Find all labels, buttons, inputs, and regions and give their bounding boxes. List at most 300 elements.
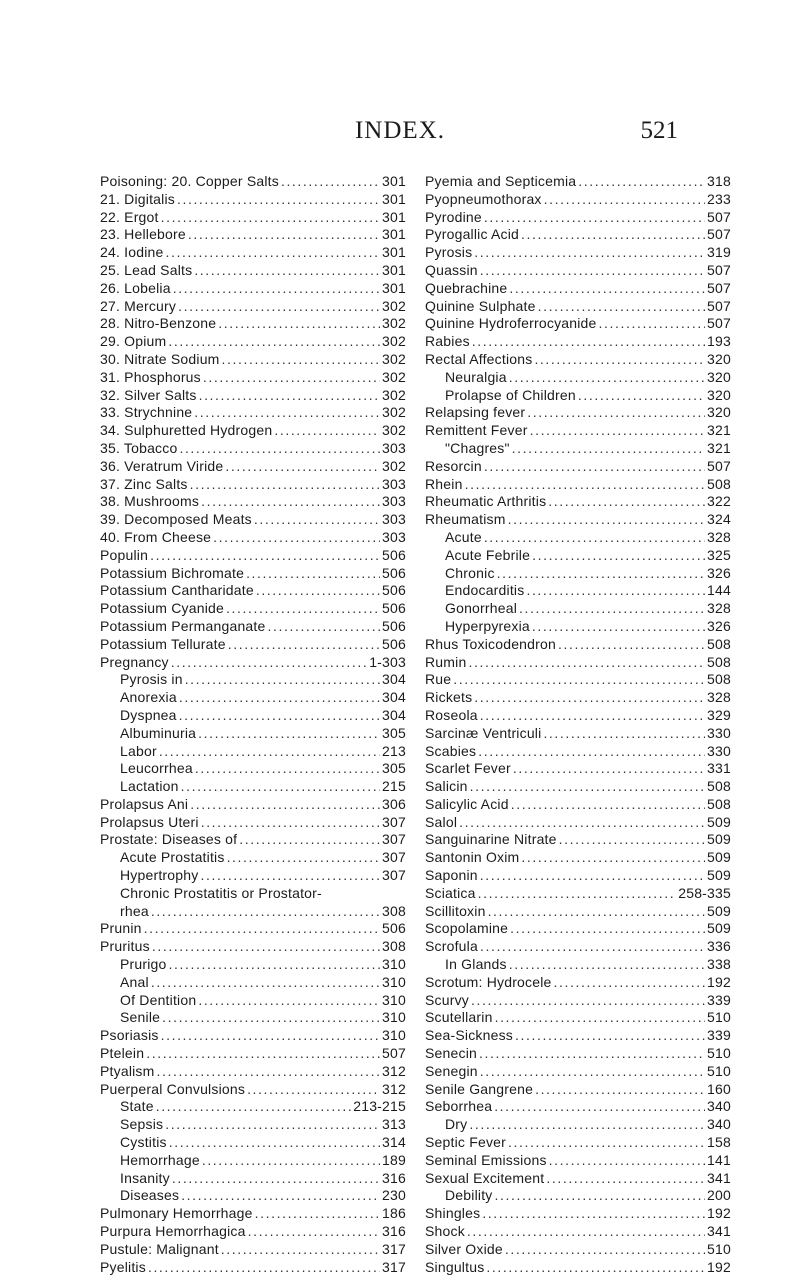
- entry-term: Acute Prostatitis: [120, 849, 225, 866]
- entry-page-number: 509: [707, 813, 731, 830]
- entry-term: Potassium Permanganate: [100, 617, 266, 634]
- index-entry: [100, 654, 406, 672]
- entry-page-number: 303: [382, 528, 406, 545]
- entry-page-number: 189: [382, 1151, 406, 1168]
- entry-page-number: 303: [382, 511, 406, 528]
- entry-term: 34. Sulphuretted Hydrogen: [100, 422, 273, 439]
- dot-leader: [150, 547, 380, 565]
- dot-leader: [512, 440, 705, 458]
- entry-term: Scrofula: [425, 938, 478, 955]
- dot-leader: [495, 1009, 705, 1027]
- entry-page-number: 506: [382, 617, 406, 634]
- index-entry: [100, 707, 406, 725]
- entry-term: Sciatica: [425, 884, 476, 901]
- dot-leader: [177, 191, 380, 209]
- index-entry: [100, 476, 406, 494]
- dot-leader: [599, 315, 706, 333]
- dot-leader: [181, 1187, 380, 1205]
- entry-term: Prurigo: [120, 956, 167, 973]
- dot-leader: [548, 493, 705, 511]
- entry-term: Cystitis: [120, 1134, 167, 1151]
- entry-term: Scutellarin: [425, 1009, 493, 1026]
- index-entry: [425, 333, 731, 351]
- entry-term: Insanity: [120, 1169, 170, 1186]
- entry-page-number: 307: [382, 831, 406, 848]
- entry-term: 39. Decomposed Meats: [100, 511, 252, 528]
- dot-leader: [535, 1081, 705, 1099]
- entry-page-number: 141: [707, 1151, 731, 1168]
- entry-page-number: 507: [382, 1045, 406, 1062]
- dot-leader: [225, 458, 380, 476]
- entry-term: Prunin: [100, 920, 142, 937]
- entry-term: Rhein: [425, 475, 463, 492]
- entry-term: Potassium Cyanide: [100, 600, 225, 617]
- entry-page-number: 186: [382, 1205, 406, 1222]
- entry-page-number: 308: [382, 902, 406, 919]
- index-entry: [100, 244, 406, 262]
- dot-leader: [468, 654, 705, 672]
- entry-term: 30. Nitrate Sodium: [100, 350, 220, 367]
- dot-leader: [172, 1170, 380, 1188]
- dot-leader: [162, 1009, 380, 1027]
- entry-term: 27. Mercury: [100, 297, 177, 314]
- index-entry: [425, 796, 731, 814]
- index-entry: [425, 387, 731, 405]
- dot-leader: [218, 315, 380, 333]
- entry-term: 22. Ergot: [100, 208, 159, 225]
- entry-term: Rickets: [425, 689, 473, 706]
- entry-page-number: 310: [382, 973, 406, 990]
- entry-page-number: 215: [382, 778, 406, 795]
- entry-term: Gonorrheal: [445, 600, 518, 617]
- dot-leader: [181, 778, 380, 796]
- entry-term: Scillitoxin: [425, 902, 486, 919]
- index-entry: [425, 262, 731, 280]
- index-entry: [100, 369, 406, 387]
- dot-leader: [508, 1134, 705, 1152]
- entry-term: Ptelein: [100, 1045, 145, 1062]
- entry-page-number: 321: [707, 439, 731, 456]
- entry-page-number: 303: [382, 493, 406, 510]
- index-entry: [100, 1116, 406, 1134]
- entry-page-number: 508: [707, 653, 731, 670]
- entry-page-number: 506: [382, 635, 406, 652]
- index-entry: [100, 387, 406, 405]
- entry-term: Acute Febrile: [445, 546, 531, 563]
- entry-page-number: 320: [707, 350, 731, 367]
- index-entry: [425, 1205, 731, 1223]
- entry-term: Pyemia and Septicemia: [425, 173, 577, 189]
- index-entry: [425, 315, 731, 333]
- dot-leader: [188, 226, 380, 244]
- entry-page-number: 508: [707, 475, 731, 492]
- entry-term: Salicylic Acid: [425, 795, 509, 812]
- index-entry: [100, 529, 406, 547]
- entry-term: Prolapsus Ani: [100, 795, 189, 812]
- entry-term: Pyrogallic Acid: [425, 226, 520, 243]
- dot-leader: [201, 493, 380, 511]
- entry-page-number: 328: [707, 600, 731, 617]
- entry-page-number: 506: [382, 564, 406, 581]
- entry-term: Pyrodine: [425, 208, 482, 225]
- entry-term: Shingles: [425, 1205, 481, 1222]
- entry-term: Pulmonary Hemorrhage: [100, 1205, 253, 1222]
- dot-leader: [532, 618, 705, 636]
- index-entry: [425, 493, 731, 511]
- dot-leader: [169, 956, 381, 974]
- page-number: 521: [640, 117, 678, 144]
- entry-page-number: 331: [707, 760, 731, 777]
- entry-page-number: 510: [707, 1240, 731, 1257]
- entry-page-number: 158: [707, 1134, 731, 1151]
- dot-leader: [169, 1134, 380, 1152]
- entry-page-number: 200: [707, 1187, 731, 1204]
- dot-leader: [248, 1223, 380, 1241]
- entry-term: 21. Digitalis: [100, 190, 175, 207]
- entry-page-number: 302: [382, 386, 406, 403]
- index-entry: [100, 671, 406, 689]
- entry-term: Rumin: [425, 653, 467, 670]
- entry-term: Of Dentition: [120, 991, 197, 1008]
- entry-page-number: 510: [707, 1045, 731, 1062]
- index-entry: [425, 671, 731, 689]
- dot-leader: [484, 209, 705, 227]
- entry-term: Acute: [445, 528, 482, 545]
- entry-term: Rhus Toxicodendron: [425, 635, 556, 652]
- entry-term: Sexual Excitement: [425, 1169, 545, 1186]
- index-entry: [100, 315, 406, 333]
- dot-leader: [479, 1045, 705, 1063]
- entry-term: Psoriasis: [100, 1027, 159, 1044]
- index-entry: [425, 369, 731, 387]
- index-entry: [100, 547, 406, 565]
- dot-leader: [151, 974, 380, 992]
- entry-term: Pyrosis in: [120, 671, 183, 688]
- entry-term: Seborrhea: [425, 1098, 493, 1115]
- index-entry: [425, 1098, 731, 1116]
- entry-term: 25. Lead Salts: [100, 261, 193, 278]
- entry-term: Puerperal Convulsions: [100, 1080, 246, 1097]
- dot-leader: [526, 582, 705, 600]
- index-entry: [100, 1063, 406, 1081]
- dot-leader: [281, 173, 380, 191]
- index-entry: [100, 351, 406, 369]
- index-entry: [425, 1241, 731, 1259]
- dot-leader: [530, 422, 705, 440]
- index-entry: [100, 1027, 406, 1045]
- index-entry: [100, 1187, 406, 1205]
- page-title: INDEX.: [354, 117, 445, 144]
- entry-term: 35. Tobacco: [100, 439, 178, 456]
- entry-term: "Chagres": [445, 439, 510, 456]
- index-entry: [100, 209, 406, 227]
- entry-term: Anorexia: [120, 689, 177, 706]
- dot-leader: [521, 226, 705, 244]
- index-entry: [100, 760, 406, 778]
- entry-term: Scopolamine: [425, 920, 509, 937]
- dot-leader: [213, 529, 380, 547]
- entry-page-number: 510: [707, 1062, 731, 1079]
- index-entry: [425, 511, 731, 529]
- entry-page-number: 301: [382, 190, 406, 207]
- dot-leader: [505, 1241, 705, 1259]
- entry-term: State: [120, 1098, 154, 1115]
- entry-term: Septic Fever: [425, 1134, 506, 1151]
- dot-leader: [198, 725, 380, 743]
- entry-page-number: 306: [382, 795, 406, 812]
- entry-page-number: 314: [382, 1134, 406, 1151]
- entry-term: Pregnancy: [100, 653, 169, 670]
- entry-term: 38. Mushrooms: [100, 493, 200, 510]
- dot-leader: [190, 796, 380, 814]
- entry-page-number: 144: [707, 582, 731, 599]
- entry-term: Quinine Sulphate: [425, 297, 536, 314]
- entry-page-number: 304: [382, 689, 406, 706]
- dot-leader: [203, 369, 380, 387]
- index-entry: [425, 1187, 731, 1205]
- entry-page-number: 340: [707, 1098, 731, 1115]
- entry-term: 31. Phosphorus: [100, 368, 201, 385]
- index-entry: [100, 903, 406, 921]
- entry-page-number: 509: [707, 920, 731, 937]
- index-entry: [100, 173, 406, 191]
- dot-leader: [159, 743, 380, 761]
- entry-term: Scurvy: [425, 991, 469, 1008]
- dot-leader: [166, 244, 381, 262]
- entry-page-number: 303: [382, 475, 406, 492]
- entry-page-number: 301: [382, 208, 406, 225]
- dot-leader: [247, 1081, 380, 1099]
- index-entry: [425, 1170, 731, 1188]
- dot-leader: [173, 280, 380, 298]
- entry-page-number: 319: [707, 244, 731, 261]
- entry-page-number: 302: [382, 457, 406, 474]
- entry-page-number: 507: [707, 226, 731, 243]
- entry-term: 24. Iodine: [100, 244, 164, 261]
- entry-page-number: 192: [707, 973, 731, 990]
- index-entry: [100, 725, 406, 743]
- entry-page-number: 325: [707, 546, 731, 563]
- entry-page-number: 313: [382, 1116, 406, 1133]
- entry-page-number: 506: [382, 920, 406, 937]
- entry-page-number: 310: [382, 1027, 406, 1044]
- entry-term: Resorcin: [425, 457, 482, 474]
- entry-term: Populin: [100, 546, 149, 563]
- dot-leader: [165, 1116, 380, 1134]
- dot-leader: [171, 654, 367, 672]
- dot-leader: [246, 565, 380, 583]
- entry-term: Lactation: [120, 778, 179, 795]
- dot-leader: [544, 191, 705, 209]
- entry-page-number: 341: [707, 1223, 731, 1240]
- index-entry: [100, 618, 406, 636]
- entry-term: Singultus: [425, 1258, 485, 1275]
- entry-page-number: 312: [382, 1062, 406, 1079]
- dot-leader: [179, 689, 380, 707]
- dot-leader: [554, 974, 706, 992]
- entry-page-number: 302: [382, 404, 406, 421]
- entry-page-number: 339: [707, 1027, 731, 1044]
- dot-leader: [546, 1170, 705, 1188]
- entry-term: Sepsis: [120, 1116, 164, 1133]
- entry-term: Quebrachine: [425, 279, 508, 296]
- entry-term: Prostate: Diseases of: [100, 831, 238, 848]
- entry-term: Salicin: [425, 778, 468, 795]
- dot-leader: [521, 849, 705, 867]
- entry-term: 37. Zinc Salts: [100, 475, 188, 492]
- dot-leader: [157, 1063, 381, 1081]
- entry-term: Salol: [425, 813, 458, 830]
- index-entry: [100, 956, 406, 974]
- entry-page-number: 160: [707, 1080, 731, 1097]
- entry-page-number: 329: [707, 706, 731, 723]
- index-entry: [425, 1116, 731, 1134]
- entry-page-number: 328: [707, 689, 731, 706]
- index-entry: [425, 404, 731, 422]
- entry-page-number: 318: [707, 173, 731, 189]
- index-entry: [100, 743, 406, 761]
- index-entry: [100, 796, 406, 814]
- index-entry: [425, 707, 731, 725]
- index-entry: [425, 209, 731, 227]
- entry-page-number: 302: [382, 297, 406, 314]
- entry-term: Remittent Fever: [425, 422, 528, 439]
- index-entry: [100, 582, 406, 600]
- entry-page-number: 193: [707, 333, 731, 350]
- dot-leader: [179, 707, 380, 725]
- index-entry: [425, 849, 731, 867]
- entry-page-number: 301: [382, 261, 406, 278]
- entry-term: Albuminuria: [120, 724, 197, 741]
- dot-leader: [221, 1241, 380, 1259]
- entry-term: Pyelitis: [100, 1258, 146, 1275]
- dot-leader: [254, 511, 380, 529]
- index-entry: [100, 226, 406, 244]
- entry-page-number: 302: [382, 368, 406, 385]
- entry-term: Rheumatic Arthritis: [425, 493, 547, 510]
- dot-leader: [151, 903, 380, 921]
- dot-leader: [200, 867, 380, 885]
- index-entry: [100, 1134, 406, 1152]
- dot-leader: [185, 671, 380, 689]
- entry-term: Dyspnea: [120, 706, 177, 723]
- index-entry: [100, 1241, 406, 1259]
- index-entry: [100, 1223, 406, 1241]
- index-entry: [100, 1259, 406, 1276]
- dot-leader: [478, 743, 705, 761]
- index-entry: [100, 404, 406, 422]
- entry-page-number: 321: [707, 422, 731, 439]
- dot-leader: [152, 938, 380, 956]
- dot-leader: [226, 600, 380, 618]
- dot-leader: [513, 760, 705, 778]
- entry-term: Rue: [425, 671, 452, 688]
- index-entry: [425, 903, 731, 921]
- entry-page-number: 324: [707, 511, 731, 528]
- entry-term: Scarlet Fever: [425, 760, 511, 777]
- entry-term: Hyperpyrexia: [445, 617, 530, 634]
- dot-leader: [146, 1045, 380, 1063]
- dot-leader: [497, 565, 705, 583]
- dot-leader: [480, 707, 705, 725]
- entry-term: Hemorrhage: [120, 1151, 200, 1168]
- dot-leader: [488, 903, 705, 921]
- entry-term: Dry: [445, 1116, 468, 1133]
- dot-leader: [519, 600, 705, 618]
- entry-page-number: 506: [382, 546, 406, 563]
- index-entry: [425, 1063, 731, 1081]
- entry-term: Senecin: [425, 1045, 477, 1062]
- entry-page-number: 258-335: [678, 884, 731, 901]
- entry-term: Pyopneumothorax: [425, 190, 542, 207]
- entry-page-number: 507: [707, 457, 731, 474]
- index-entry: [425, 885, 731, 903]
- index-entry: [425, 529, 731, 547]
- entry-page-number: 308: [382, 938, 406, 955]
- entry-page-number: 302: [382, 350, 406, 367]
- entry-page-number: 340: [707, 1116, 731, 1133]
- dot-leader: [549, 1152, 705, 1170]
- dot-leader: [478, 885, 677, 903]
- dot-leader: [527, 404, 705, 422]
- index-entry: [425, 760, 731, 778]
- entry-page-number: 301: [382, 279, 406, 296]
- entry-term: Pustule: Malignant: [100, 1240, 219, 1257]
- index-entry: [425, 440, 731, 458]
- index-entry: [100, 867, 406, 885]
- entry-term: Senile: [120, 1009, 161, 1026]
- index-entry: [425, 814, 731, 832]
- index-entry: [425, 173, 731, 191]
- index-entry: [100, 885, 406, 903]
- entry-page-number: 317: [382, 1258, 406, 1275]
- index-entry: [100, 1009, 406, 1027]
- dot-leader: [274, 422, 380, 440]
- dot-leader: [515, 1027, 705, 1045]
- dot-leader: [256, 582, 380, 600]
- entry-page-number: 312: [382, 1080, 406, 1097]
- entry-term: Saponin: [425, 867, 478, 884]
- index-entry: [425, 244, 731, 262]
- entry-term: 29. Opium: [100, 333, 167, 350]
- entry-page-number: 307: [382, 813, 406, 830]
- entry-page-number: 508: [707, 778, 731, 795]
- entry-term: Diseases: [120, 1187, 180, 1204]
- index-entry: [425, 920, 731, 938]
- index-entry: [425, 725, 731, 743]
- dot-leader: [543, 725, 705, 743]
- entry-term: Debility: [445, 1187, 493, 1204]
- index-entry: [425, 938, 731, 956]
- entry-term: 33. Strychnine: [100, 404, 193, 421]
- dot-leader: [467, 1223, 705, 1241]
- entry-term: Sea-Sickness: [425, 1027, 513, 1044]
- entry-page-number: 509: [707, 867, 731, 884]
- entry-page-number: 301: [382, 173, 406, 189]
- dot-leader: [268, 618, 381, 636]
- dot-leader: [559, 831, 705, 849]
- dot-leader: [494, 1098, 705, 1116]
- dot-leader: [578, 387, 705, 405]
- index-entry: [100, 778, 406, 796]
- index-entry: [425, 654, 731, 672]
- entry-term: Prolapse of Children: [445, 386, 576, 403]
- entry-page-number: 336: [707, 938, 731, 955]
- dot-leader: [144, 920, 380, 938]
- index-entry: [100, 600, 406, 618]
- entry-page-number: 305: [382, 724, 406, 741]
- entry-term: Silver Oxide: [425, 1240, 503, 1257]
